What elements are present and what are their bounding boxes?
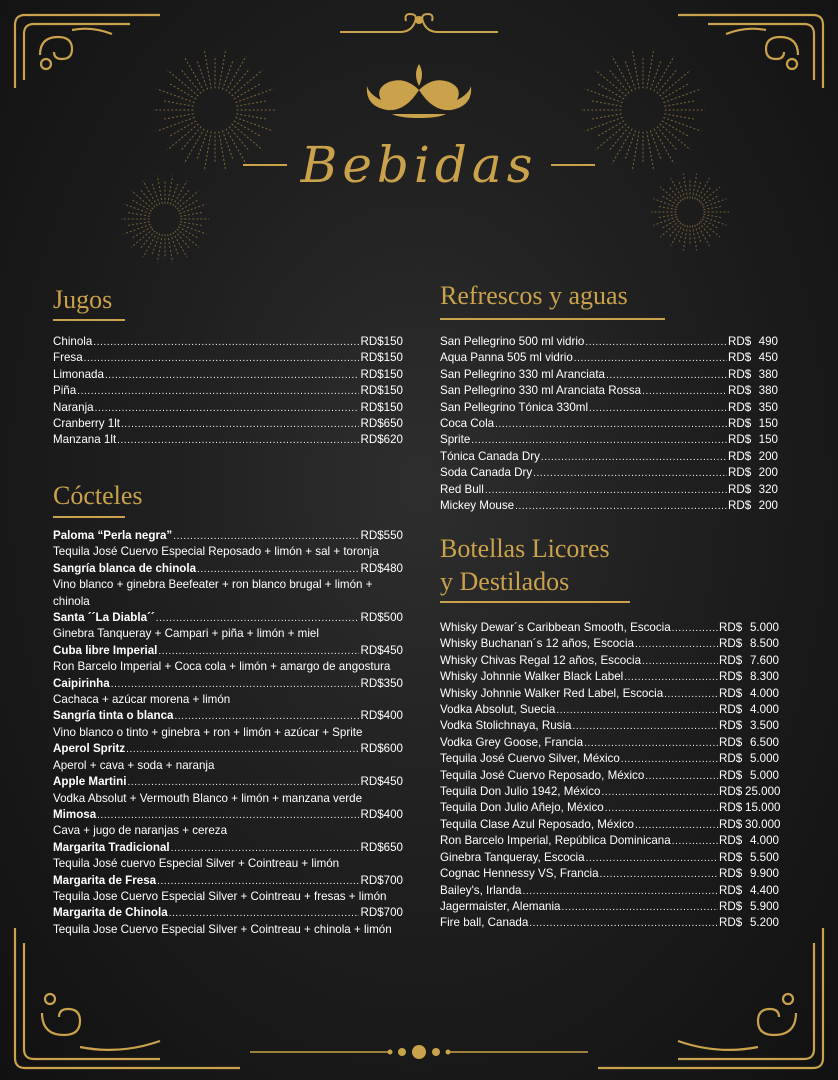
item-currency: RD$	[728, 384, 752, 398]
dot-leader	[93, 334, 359, 350]
dot-leader	[586, 850, 718, 866]
item-currency: RD$	[719, 834, 743, 848]
cocteles-list	[53, 528, 403, 938]
dot-leader	[105, 367, 360, 383]
jugos-underline	[53, 319, 125, 321]
dot-leader	[95, 400, 360, 416]
botellas-underline	[440, 601, 630, 603]
item-name: Cognac Hennessy VS, Francia	[440, 867, 599, 881]
item-name: San Pellegrino 330 ml Aranciata	[440, 367, 605, 381]
item-name: San Pellegrino 330 ml Aranciata Rossa	[440, 384, 642, 398]
item-amount: 30.000	[745, 817, 781, 831]
item-description: Tequila Jose Cuervo Especial Silver + Cointreau + chinola + limón	[53, 922, 392, 936]
item-amount: 4.000	[749, 703, 779, 717]
dot-leader	[77, 383, 359, 399]
item-price	[728, 334, 778, 350]
item-currency: RD$	[728, 499, 752, 513]
item-price: RD$400	[360, 709, 403, 723]
item-price: RD$400	[360, 807, 403, 821]
dot-leader	[157, 873, 359, 889]
list-item	[53, 528, 403, 544]
dot-leader	[621, 751, 718, 767]
item-name: Ron Barcelo Imperial, República Dominicana	[440, 834, 671, 848]
cocteles-title: Cócteles	[53, 481, 143, 510]
item-amount: 5.900	[749, 899, 779, 913]
item-name: Mickey Mouse	[440, 499, 515, 513]
item-name: Fresa	[53, 351, 83, 365]
list-item	[53, 676, 403, 692]
list-item	[440, 498, 778, 514]
dot-leader	[121, 416, 359, 432]
item-name: Vodka Grey Goose, Francia	[440, 735, 584, 749]
item-price: RD$480	[360, 561, 403, 575]
item-currency: RD$	[719, 621, 743, 634]
item-name: Santa ´´La Diabla´´	[53, 611, 155, 625]
item-price	[719, 718, 779, 734]
item-price	[719, 702, 779, 718]
item-price	[719, 899, 779, 915]
item-description: Ginebra Tanqueray + Campari + piña + limón + miel	[53, 627, 319, 641]
item-amount: 150	[758, 417, 778, 431]
list-item	[440, 367, 778, 383]
list-item	[440, 718, 779, 734]
item-price: RD$150	[360, 367, 403, 381]
dot-leader	[572, 718, 718, 734]
dot-leader	[156, 610, 360, 626]
item-name: Cranberry 1lt	[53, 417, 121, 431]
item-price	[728, 416, 778, 432]
item-price: RD$450	[360, 775, 403, 789]
item-currency: RD$	[728, 417, 752, 431]
item-name: Fire ball, Canada	[440, 916, 529, 930]
dot-leader	[97, 807, 359, 823]
item-name: Bailey's, Irlanda	[440, 883, 522, 897]
item-price	[728, 367, 778, 383]
dot-leader	[127, 774, 359, 790]
item-amount: 5.000	[749, 768, 779, 782]
item-name: Whisky Johnnie Walker Black Label	[440, 670, 624, 684]
item-currency: RD$	[719, 801, 743, 815]
item-price	[728, 400, 778, 416]
item-amount: 25.000	[745, 785, 781, 799]
list-item	[53, 807, 403, 823]
item-price: RD$650	[360, 417, 403, 431]
list-item	[440, 702, 779, 718]
item-price: RD$600	[360, 742, 403, 756]
list-item	[53, 367, 403, 383]
item-price	[719, 735, 779, 751]
dot-leader	[589, 400, 727, 416]
list-item	[440, 383, 778, 399]
item-name: Margarita de Chinola	[53, 906, 168, 920]
item-name: Whisky Chivas Regal 12 años, Escocia	[440, 653, 642, 667]
item-amount: 350	[758, 400, 778, 414]
title-row	[0, 130, 838, 200]
dot-leader	[126, 741, 359, 757]
item-currency: RD$	[719, 670, 743, 684]
item-name: Whisky Dewar´s Caribbean Smooth, Escocia	[440, 621, 671, 634]
crown-flourish	[362, 62, 476, 118]
dot-leader	[174, 708, 359, 724]
list-item	[53, 383, 403, 399]
list-item	[440, 449, 778, 465]
dot-leader	[471, 432, 727, 448]
item-amount: 490	[758, 335, 778, 348]
list-item	[440, 465, 778, 481]
item-amount: 450	[758, 351, 778, 365]
item-name: Tequila Don Julio Añejo, México	[440, 801, 604, 815]
item-description: Cachaca + azúcar morena + limón	[53, 693, 231, 707]
corner-ornament-bottom-left	[10, 925, 240, 1073]
list-item	[53, 774, 403, 790]
item-amount: 5.000	[749, 752, 779, 766]
item-price: RD$550	[360, 529, 403, 542]
list-item	[440, 915, 779, 931]
item-name: Cuba libre Imperial	[53, 643, 158, 657]
item-price	[719, 768, 779, 784]
item-price: RD$350	[360, 676, 403, 690]
item-price	[719, 636, 779, 652]
item-price	[728, 498, 778, 514]
item-price: RD$450	[360, 643, 403, 657]
list-item	[440, 334, 778, 350]
item-name: Paloma “Perla negra”	[53, 529, 173, 542]
item-price: RD$700	[360, 873, 403, 887]
list-item	[440, 620, 779, 636]
item-amount: 5.000	[749, 621, 779, 634]
top-center-flourish	[330, 10, 508, 40]
corner-ornament-top-right	[678, 10, 828, 90]
list-item	[440, 850, 779, 866]
dot-leader	[601, 784, 718, 800]
dot-leader	[672, 833, 718, 849]
list-item	[440, 866, 779, 882]
jugos-list	[53, 334, 403, 449]
item-name: Jagermaister, Alemania	[440, 899, 561, 913]
dot-leader	[605, 800, 718, 816]
item-name: Sprite	[440, 433, 471, 447]
item-name: Aperol Spritz	[53, 742, 126, 756]
item-currency: RD$	[719, 899, 743, 913]
list-item	[440, 899, 779, 915]
item-price	[719, 751, 779, 767]
item-price: RD$150	[360, 335, 403, 348]
item-price	[719, 850, 779, 866]
dot-leader	[585, 334, 727, 350]
list-item	[53, 334, 403, 350]
item-price	[719, 866, 779, 882]
item-name: Whisky Buchanan´s 12 años, Escocia	[440, 637, 634, 651]
item-amount: 200	[758, 499, 778, 513]
item-price: RD$620	[360, 433, 403, 447]
item-price: RD$500	[360, 611, 403, 625]
list-item	[440, 800, 779, 816]
item-description: Vodka Absolut + Vermouth Blanco + limón + manzana verde	[53, 791, 363, 805]
list-item	[53, 643, 403, 659]
list-item	[440, 636, 779, 652]
list-item	[440, 883, 779, 899]
dot-leader	[642, 653, 718, 669]
dot-leader	[533, 465, 727, 481]
item-amount: 4.000	[749, 834, 779, 848]
dot-leader	[84, 350, 360, 366]
item-name: San Pellegrino 500 ml vidrio	[440, 335, 585, 348]
bottom-center-flourish	[240, 1040, 598, 1064]
item-name: Caipirinha	[53, 676, 110, 690]
item-description: Cava + jugo de naranjas + cereza	[53, 824, 228, 838]
dot-leader	[635, 636, 718, 652]
item-name: Margarita de Fresa	[53, 873, 157, 887]
list-item	[53, 561, 403, 577]
list-item	[53, 416, 403, 432]
item-price	[719, 800, 779, 816]
item-amount: 320	[758, 482, 778, 496]
dot-leader	[485, 482, 727, 498]
dot-leader	[574, 350, 727, 366]
list-item	[53, 400, 403, 416]
item-amount: 9.900	[749, 867, 779, 881]
dot-leader	[562, 899, 718, 915]
dot-leader	[606, 367, 727, 383]
item-amount: 380	[758, 384, 778, 398]
dot-leader	[584, 735, 718, 751]
item-currency: RD$	[719, 883, 743, 897]
dot-leader	[158, 643, 359, 659]
list-item	[440, 751, 779, 767]
item-name: Soda Canada Dry	[440, 466, 533, 480]
item-price	[728, 432, 778, 448]
dot-leader	[522, 883, 718, 899]
list-item	[53, 741, 403, 757]
title-dash-right	[551, 164, 595, 166]
item-description: Ron Barcelo Imperial + Coca cola + limón + amargo de angostura	[53, 660, 391, 674]
item-currency: RD$	[728, 367, 752, 381]
item-name: Chinola	[53, 335, 93, 348]
item-amount: 15.000	[745, 801, 781, 815]
item-currency: RD$	[719, 850, 743, 864]
item-currency: RD$	[719, 752, 743, 766]
item-currency: RD$	[728, 482, 752, 496]
item-amount: 5.200	[749, 916, 779, 930]
item-currency: RD$	[719, 817, 743, 831]
list-item	[53, 708, 403, 724]
dot-leader	[541, 449, 727, 465]
item-amount: 4.400	[749, 883, 779, 897]
dot-leader	[642, 383, 727, 399]
item-currency: RD$	[728, 400, 752, 414]
item-currency: RD$	[728, 335, 752, 348]
item-price: RD$150	[360, 400, 403, 414]
item-price	[719, 784, 779, 800]
item-price	[728, 350, 778, 366]
list-item	[440, 400, 778, 416]
item-name: Aqua Panna 505 ml vidrio	[440, 351, 573, 365]
item-price	[719, 817, 779, 833]
list-item	[53, 610, 403, 626]
item-price	[719, 653, 779, 669]
item-amount: 4.000	[749, 686, 779, 700]
item-currency: RD$	[719, 686, 743, 700]
item-amount: 150	[758, 433, 778, 447]
item-amount: 3.500	[749, 719, 779, 733]
list-item	[53, 840, 403, 856]
dot-leader	[117, 432, 359, 448]
item-price: RD$650	[360, 840, 403, 854]
item-currency: RD$	[719, 867, 743, 881]
item-price	[719, 669, 779, 685]
item-price	[728, 482, 778, 498]
item-currency: RD$	[728, 466, 752, 480]
list-item	[440, 817, 779, 833]
botellas-title-line1: Botellas Licores	[440, 534, 610, 563]
item-name: Whisky Johnnie Walker Red Label, Escocia	[440, 686, 664, 700]
dot-leader	[624, 669, 718, 685]
item-amount: 380	[758, 367, 778, 381]
item-price	[719, 915, 779, 931]
list-item	[53, 905, 403, 921]
item-name: Red Bull	[440, 482, 484, 496]
item-name: Mimosa	[53, 807, 97, 821]
refrescos-underline	[440, 318, 665, 320]
item-currency: RD$	[719, 916, 743, 930]
item-currency: RD$	[719, 768, 743, 782]
item-price: RD$700	[360, 906, 403, 920]
cocteles-underline	[53, 516, 125, 518]
item-price	[728, 383, 778, 399]
item-amount: 200	[758, 466, 778, 480]
item-price	[719, 883, 779, 899]
item-currency: RD$	[719, 735, 743, 749]
refrescos-list	[440, 334, 778, 514]
item-price: RD$150	[360, 384, 403, 398]
dot-leader	[664, 686, 718, 702]
item-amount: 7.600	[749, 653, 779, 667]
dot-leader	[169, 905, 360, 921]
item-currency: RD$	[728, 433, 752, 447]
list-item	[440, 768, 779, 784]
item-amount: 6.500	[749, 735, 779, 749]
item-name: Naranja	[53, 400, 94, 414]
item-currency: RD$	[728, 449, 752, 463]
dot-leader	[556, 702, 718, 718]
list-item	[440, 784, 779, 800]
item-name: Tequila José Cuervo Silver, México	[440, 752, 620, 766]
item-price	[719, 620, 779, 636]
item-description: Vino blanco o tinto + ginebra + ron + limón + azúcar + Sprite	[53, 725, 363, 739]
item-name: Tequila Clase Azul Reposado, México	[440, 817, 634, 831]
item-price	[719, 833, 779, 849]
dot-leader	[672, 620, 718, 636]
list-item	[440, 416, 778, 432]
dot-leader	[515, 498, 727, 514]
corner-ornament-top-left	[10, 10, 160, 90]
title-dash-left	[243, 164, 287, 166]
item-description: Tequila Jose Cuervo Especial Silver + Cointreau + fresas + limón	[53, 889, 387, 903]
botellas-list	[440, 620, 779, 932]
page-title: Bebidas	[300, 136, 538, 194]
item-name: Tónica Canada Dry	[440, 449, 540, 463]
item-name: Manzana 1lt	[53, 433, 117, 447]
item-name: San Pellegrino Tónica 330ml	[440, 400, 589, 414]
item-currency: RD$	[719, 785, 743, 799]
list-item	[440, 686, 779, 702]
item-name: Vodka Absolut, Suecia	[440, 703, 556, 717]
item-currency: RD$	[719, 653, 743, 667]
dot-leader	[529, 915, 718, 931]
list-item	[440, 653, 779, 669]
list-item	[440, 350, 778, 366]
dot-leader	[171, 840, 360, 856]
dot-leader	[645, 768, 718, 784]
item-name: Sangría blanca de chinola	[53, 561, 197, 575]
item-currency: RD$	[719, 703, 743, 717]
item-amount: 8.500	[749, 637, 779, 651]
refrescos-title: Refrescos y aguas	[440, 281, 628, 310]
item-name: Apple Martini	[53, 775, 127, 789]
item-name: Sangría tinta o blanca	[53, 709, 174, 723]
item-price	[719, 686, 779, 702]
list-item	[440, 735, 779, 751]
dot-leader	[600, 866, 718, 882]
item-name: Margarita Tradicional	[53, 840, 170, 854]
dot-leader	[173, 528, 359, 544]
corner-ornament-bottom-right	[598, 925, 828, 1073]
item-amount: 8.300	[749, 670, 779, 684]
botellas-title-line2: y Destilados	[440, 567, 570, 596]
item-description: Vino blanco + ginebra Beefeater + ron blanco brugal + limón + chinola	[53, 578, 373, 608]
item-description: Tequila José Cuervo Especial Reposado + limón + sal + toronja	[53, 545, 379, 559]
list-item	[440, 833, 779, 849]
item-name: Tequila Don Julio 1942, México	[440, 785, 601, 799]
list-item	[440, 432, 778, 448]
item-currency: RD$	[719, 719, 743, 733]
item-name: Coca Cola	[440, 417, 495, 431]
dot-leader	[635, 817, 718, 833]
item-amount: 5.500	[749, 850, 779, 864]
item-currency: RD$	[728, 351, 752, 365]
item-currency: RD$	[719, 637, 743, 651]
item-name: Vodka Stolichnaya, Rusia	[440, 719, 572, 733]
list-item	[440, 482, 778, 498]
list-item	[53, 350, 403, 366]
dot-leader	[197, 561, 359, 577]
item-price	[728, 449, 778, 465]
item-name: Ginebra Tanqueray, Escocia	[440, 850, 585, 864]
list-item	[440, 669, 779, 685]
item-name: Limonada	[53, 367, 104, 381]
jugos-title: Jugos	[53, 285, 113, 314]
item-name: Tequila José Cuervo Reposado, México	[440, 768, 645, 782]
item-price: RD$150	[360, 351, 403, 365]
dot-leader	[111, 676, 360, 692]
item-name: Piña	[53, 384, 77, 398]
list-item	[53, 873, 403, 889]
item-amount: 200	[758, 449, 778, 463]
item-price	[728, 465, 778, 481]
item-description: Aperol + cava + soda + naranja	[53, 758, 215, 772]
list-item	[53, 432, 403, 448]
item-description: Tequila José cuervo Especial Silver + Cointreau + limón	[53, 857, 340, 871]
dot-leader	[495, 416, 727, 432]
